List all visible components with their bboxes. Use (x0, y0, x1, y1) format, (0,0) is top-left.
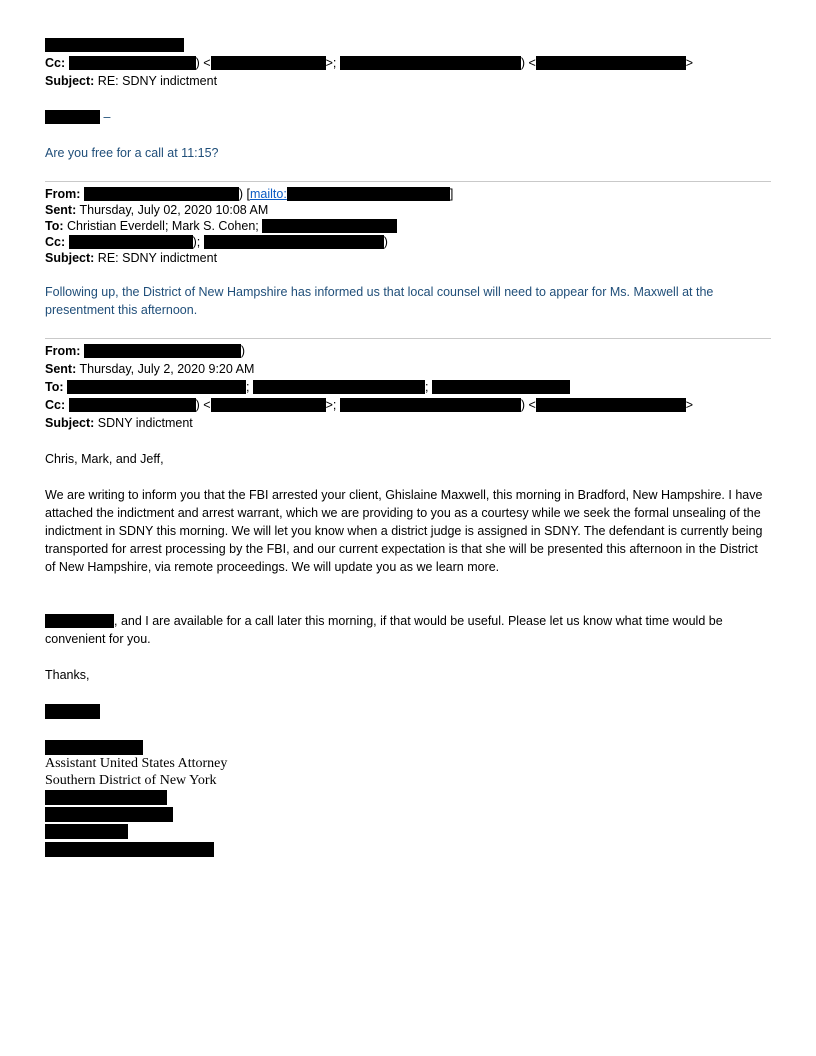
punct: >; (325, 56, 337, 70)
redaction (204, 235, 384, 249)
redaction (340, 56, 521, 70)
subject-label: Subject: (45, 416, 95, 430)
punct: ) (240, 344, 246, 358)
redaction (67, 380, 246, 394)
reply-body: Following up, the District of New Hampshire has informed us that local counsel will need to appear for Ms. Maxwell at the presentment this afternoon. (45, 285, 714, 317)
redaction (84, 344, 241, 358)
redaction (69, 56, 196, 70)
para2-text: , and I are available for a call later this morning, if that would be useful. Please let us know what time would be convenient for you. (45, 614, 723, 646)
orig-sent-line (45, 361, 254, 377)
cc-label: Cc: (45, 56, 66, 70)
from-label: From: (45, 187, 81, 201)
sent-label: Sent: (45, 362, 77, 376)
orig-to-line (45, 379, 570, 395)
punct: > (685, 398, 694, 412)
cc-label: Cc: (45, 235, 66, 249)
redacted-signature-name (45, 704, 100, 719)
reply-sent-line (45, 202, 268, 218)
redacted-signature-line-2 (45, 807, 173, 822)
orig-from-line (45, 343, 245, 359)
redaction (253, 380, 425, 394)
greeting-dash: – (103, 110, 111, 124)
redaction (84, 187, 239, 201)
punct: ] (449, 187, 454, 201)
punct: ) < (520, 56, 536, 70)
redaction (45, 614, 114, 628)
body-paragraph-2 (45, 612, 771, 648)
divider (45, 181, 771, 182)
reply-from-line (45, 186, 453, 202)
subject-value: SDNY indictment (97, 416, 193, 430)
signature-title: Assistant United States Attorney (45, 756, 228, 771)
redaction (287, 187, 450, 201)
punct: ) (383, 235, 388, 249)
punct: ; (246, 380, 250, 394)
punct: >; (325, 398, 337, 412)
subject-value: RE: SDNY indictment (97, 74, 218, 88)
subject-label: Subject: (45, 251, 95, 265)
top-subject-line (45, 73, 217, 89)
to-label: To: (45, 219, 64, 233)
subject-value: RE: SDNY indictment (97, 251, 218, 265)
redaction (536, 398, 686, 412)
punct: ) < (520, 398, 536, 412)
top-greeting (45, 109, 110, 125)
punct: ) < (195, 56, 211, 70)
redacted-from-line (45, 38, 184, 52)
redaction (45, 110, 100, 124)
punct: ) < (195, 398, 211, 412)
redacted-signature-line-3 (45, 824, 128, 839)
cc-label: Cc: (45, 398, 66, 412)
redaction (432, 380, 570, 394)
sent-label: Sent: (45, 203, 77, 217)
reply-to-line (45, 218, 397, 234)
redaction (69, 398, 196, 412)
sent-value: Thursday, July 2, 2020 9:20 AM (79, 362, 255, 376)
reply-cc-line (45, 234, 388, 250)
punct: ; (424, 380, 429, 394)
to-value: Christian Everdell; Mark S. Cohen; (67, 219, 259, 233)
salutation: Chris, Mark, and Jeff, (45, 452, 164, 466)
signature-office: Southern District of New York (45, 773, 217, 788)
redaction (211, 56, 326, 70)
redaction (69, 235, 193, 249)
top-body: Are you free for a call at 11:15? (45, 146, 219, 160)
orig-cc-line (45, 397, 693, 413)
body-paragraph-1: We are writing to inform you that the FBI arrested your client, Ghislaine Maxwell, this morning in Bradford, New Hampshire. I have attached the indictment and arrest warrant, which we are providing to you as a courtesy while we seek the formal unsealing of the indictment in SDNY this morning. We will let you know when a district judge is assigned in SDNY. The defendant is currently being transported for arrest processing by the FBI, and our current expectation is that she will be presented this afternoon in the District of New Hampshire, via remote proceedings. We will update you as we learn more. (45, 488, 763, 574)
divider (45, 338, 771, 339)
redaction (211, 398, 326, 412)
to-label: To: (45, 380, 64, 394)
closing: Thanks, (45, 668, 90, 682)
subject-label: Subject: (45, 74, 95, 88)
redaction (262, 219, 397, 233)
redacted-signature-full-name (45, 740, 143, 755)
punct: ); (192, 235, 201, 249)
orig-subject-line (45, 415, 193, 431)
sent-value: Thursday, July 02, 2020 10:08 AM (79, 203, 269, 217)
punct: ) [ (238, 187, 251, 201)
redacted-signature-line-4 (45, 842, 214, 857)
redaction (340, 398, 521, 412)
reply-subject-line (45, 250, 217, 266)
mailto-link[interactable]: mailto: (250, 187, 287, 201)
punct: > (685, 56, 694, 70)
redacted-signature-line-1 (45, 790, 167, 805)
redaction (536, 56, 686, 70)
top-cc-line (45, 55, 693, 71)
from-label: From: (45, 344, 81, 358)
